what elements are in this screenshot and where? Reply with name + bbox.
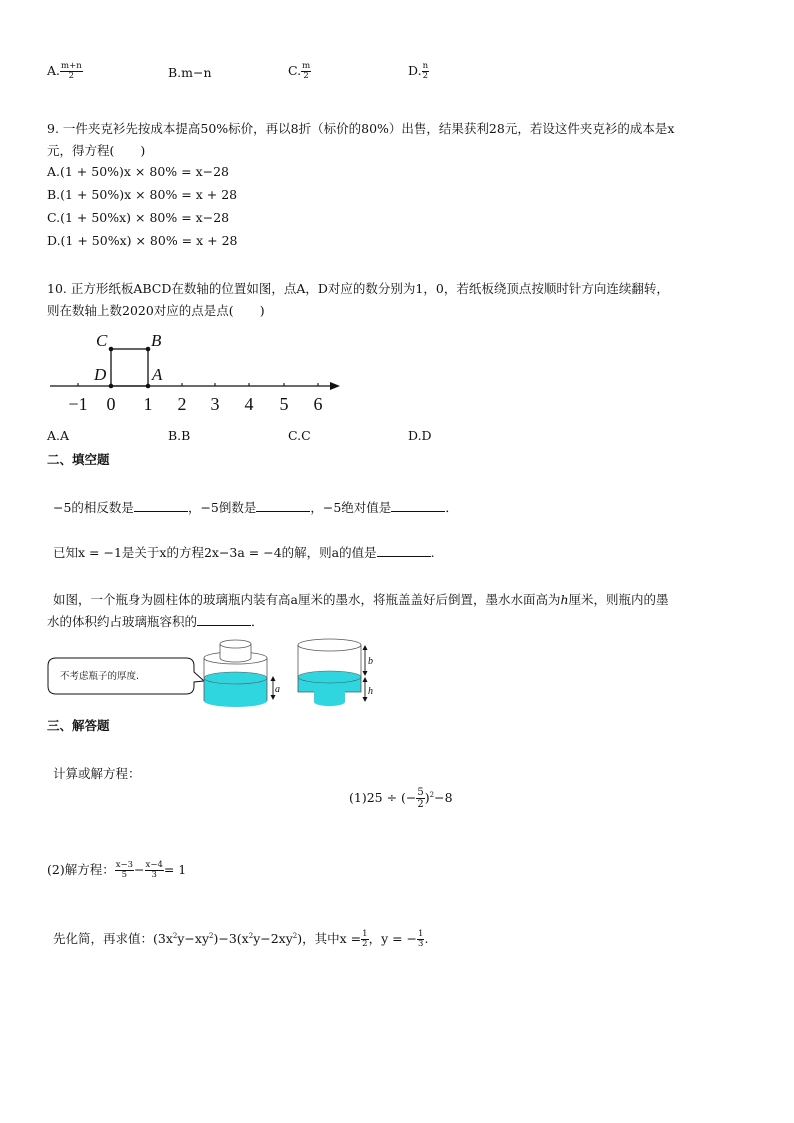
simplify-question <box>53 929 428 949</box>
q8-d-den: 2 <box>422 71 429 81</box>
q8-d-fraction <box>422 62 429 81</box>
q9-stem-text: 元，得方程( <box>47 143 115 158</box>
tick-label: 2 <box>177 394 187 414</box>
q8-d-prefix: D. <box>408 63 422 78</box>
expr1-part-a: (1)25 ÷ (− <box>349 790 417 805</box>
fill-question-3-line1 <box>53 590 669 608</box>
dim-label-h: h <box>368 686 373 697</box>
answer-blank <box>197 613 251 626</box>
x-den: 2 <box>362 939 368 949</box>
simplify-exp2: 2 <box>209 932 214 940</box>
q8-c-prefix: C. <box>288 63 302 78</box>
q9-stem-line2 <box>47 141 145 159</box>
calc-intro: 计算或解方程： <box>53 766 141 781</box>
tick-label: 6 <box>313 394 323 414</box>
vertex-c-dot <box>109 347 114 352</box>
vertex-d-dot <box>109 384 114 389</box>
eq-f1-den: 5 <box>121 870 128 880</box>
fill-q1-text-d: ． <box>445 500 458 515</box>
fill-question-3-line2 <box>47 612 264 630</box>
q10-option-d: D.D <box>408 428 432 443</box>
tick-label: 1 <box>143 394 153 414</box>
q9-option-a: A.(1 + 50%)x × 80% = x−28 <box>47 164 230 179</box>
answer-blank <box>391 499 445 512</box>
tick-label: −1 <box>68 394 88 414</box>
label-c: C <box>96 331 108 350</box>
vertex-b-dot <box>146 347 151 352</box>
simplify-a: 先化简，再求值：(3x <box>53 931 173 946</box>
square-abcd <box>111 349 148 386</box>
bottle-inverted <box>298 639 373 706</box>
answer-blank <box>134 499 188 512</box>
q8-c-fraction <box>301 62 311 81</box>
tick-label: 3 <box>210 394 220 414</box>
y-num: 1 <box>418 929 424 939</box>
eq-fraction-2 <box>145 861 164 880</box>
q10-stem-line2 <box>47 301 265 319</box>
q8-a-fraction <box>60 62 83 81</box>
x-value-fraction <box>361 930 368 949</box>
answer-blank <box>256 499 310 512</box>
eq-f2-num: x−4 <box>145 860 163 870</box>
fill-q3-text-b: 厘米，则瓶内的墨 <box>568 592 669 607</box>
q8-c-num: m <box>302 61 311 71</box>
section-title-answers: 三、解答题 <box>47 718 110 733</box>
q10-option-a: A.A <box>47 428 70 443</box>
tick-label: 4 <box>244 394 254 414</box>
simplify-exp1: 2 <box>172 932 178 940</box>
dim-label-a: a <box>275 684 280 695</box>
label-b: B <box>151 331 162 350</box>
expr1-num: 5 <box>417 787 424 798</box>
fill-q1-text-b: ，−5倒数是 <box>187 500 257 515</box>
eq-fraction-1 <box>115 861 134 880</box>
vertex-a-dot <box>146 384 151 389</box>
q9-paren-close: ) <box>140 143 146 158</box>
eq-prefix: (2)解方程： <box>47 862 115 877</box>
bottle-figure <box>44 634 384 710</box>
q10-option-b: B.B <box>168 428 191 443</box>
fill-question-2 <box>53 543 435 561</box>
simplify-exp4: 2 <box>292 932 298 940</box>
dim-label-b: b <box>368 656 373 667</box>
y-den: 3 <box>418 939 424 949</box>
q10-paren-close: ) <box>259 303 265 318</box>
q8-c-den: 2 <box>303 71 309 81</box>
ink-surface-upright <box>204 672 267 684</box>
q10-stem-text: 则在数轴上数2020对应的点是点( <box>47 303 234 318</box>
number-line-figure <box>45 328 345 418</box>
fill-question-1 <box>53 498 458 516</box>
answer-blank <box>377 544 431 557</box>
q8-option-c <box>288 62 311 81</box>
q8-a-prefix: A. <box>47 63 61 78</box>
simplify-c: )−3(x <box>213 931 249 946</box>
q9-stem-line1: 9. 一件夹克衫先按成本提高50%标价，再以8折（标价的80%）出售，结果获利28元，若设这件夹克衫的成本是x <box>47 121 675 136</box>
q10-stem-line1: 10. 正方形纸板ABCD在数轴的位置如图，点A，D对应的数分别为1，0，若纸板绕顶点按顺时针方向连续翻转， <box>47 281 669 296</box>
fill-q3-h: h <box>560 592 569 607</box>
tick-label: 5 <box>279 394 289 414</box>
simplify-e: )，其中x = <box>297 931 362 946</box>
fill-q3-text-c: 水的体积约占玻璃瓶容积的 <box>47 614 198 629</box>
eq-f1-num: x−3 <box>115 860 134 870</box>
fill-q2-text-b: . <box>430 545 435 560</box>
bottle-upright <box>204 640 280 707</box>
q8-option-a <box>47 62 83 81</box>
calc-expression-1 <box>349 787 453 810</box>
callout-text: 不考虑瓶子的厚度. <box>60 671 140 682</box>
eq-f2-den: 3 <box>151 870 157 880</box>
label-a: A <box>152 365 163 384</box>
eq-rhs: = 1 <box>163 862 187 877</box>
fill-q3-text-a: 如图，一个瓶身为圆柱体的玻璃瓶内装有高a厘米的墨水，将瓶盖盖好后倒置，墨水水面高为 <box>53 592 561 607</box>
simplify-exp3: 2 <box>248 932 254 940</box>
simplify-f: ，y = − <box>368 931 418 946</box>
expr1-exponent: 2 <box>429 791 435 799</box>
fill-q1-text-a: −5的相反数是 <box>53 500 134 515</box>
tick-label: 0 <box>106 394 116 414</box>
label-d: D <box>94 365 107 384</box>
fill-q1-text-c: ，−5绝对值是 <box>310 500 392 515</box>
q10-option-c: C.C <box>288 428 311 443</box>
fill-q3-text-d: ． <box>251 614 264 629</box>
expr1-den: 2 <box>417 799 424 810</box>
ink-bottom-upright <box>204 695 267 707</box>
expr1-part-c: −8 <box>434 790 453 805</box>
section-title-fill-in: 二、填空题 <box>47 452 110 467</box>
x-num: 1 <box>362 929 368 939</box>
ink-surface-inverted <box>298 671 361 683</box>
q8-d-num: n <box>422 61 429 71</box>
simplify-d: y−2xy <box>253 931 293 946</box>
simplify-b: y−xy <box>177 931 210 946</box>
simplify-g: . <box>424 931 429 946</box>
q8-a-den: 2 <box>68 71 75 81</box>
q9-option-d: D.(1 + 50%x) × 80% = x + 28 <box>47 233 238 248</box>
eq-minus: − <box>134 862 145 877</box>
q8-option-b: B.m−n <box>168 65 212 80</box>
expr1-fraction <box>416 787 424 810</box>
axis-arrow-icon <box>330 382 340 390</box>
expr1-part-b: ) <box>424 790 430 805</box>
fill-q2-text-a: 已知x = −1是关于x的方程2x−3a = −4的解，则a的值是 <box>53 545 377 560</box>
q8-a-num: m+n <box>61 61 82 71</box>
q8-option-d <box>408 62 429 81</box>
q9-option-b: B.(1 + 50%)x × 80% = x + 28 <box>47 187 238 202</box>
q9-option-c: C.(1 + 50%x) × 80% = x−28 <box>47 210 230 225</box>
solve-equation <box>47 860 186 880</box>
